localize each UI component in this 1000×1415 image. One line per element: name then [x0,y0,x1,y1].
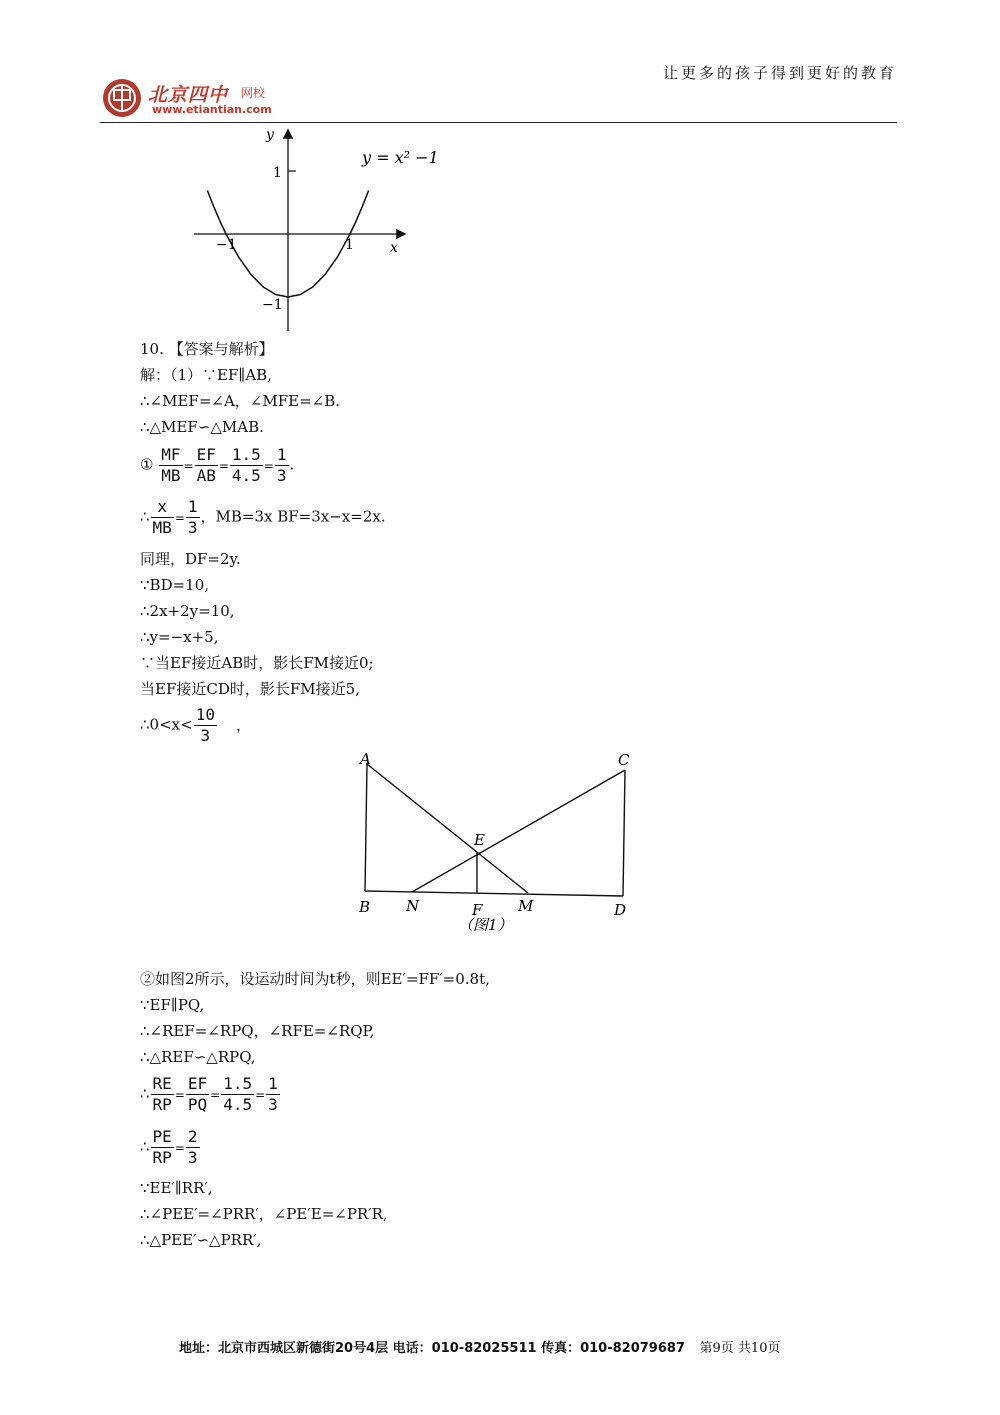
equals-sign: = [174,510,185,525]
point-label-D: D [614,901,627,919]
fraction-num: EF [187,1074,208,1093]
fraction [275,445,289,486]
fraction-den: MB [152,518,172,537]
fraction-num: PE [152,1127,172,1146]
equals-sign: = [255,1087,266,1102]
text-line: ∴2x+2y=10, [140,602,235,620]
fraction [151,1074,174,1115]
fraction-den: 4.5 [223,1095,253,1114]
equation-ratio-1 [140,445,294,486]
fraction-den: 3 [187,1148,198,1167]
point-label-E: E [474,831,485,849]
figure-caption: （图1） [458,916,513,934]
equation-rest: ，MB=3x BF=3x−x=2x. [200,507,386,526]
tick-label-x-neg: −1 [216,237,237,253]
fraction [151,497,174,538]
fraction-den: RP [152,1148,172,1167]
x-axis-label: x [390,240,398,256]
fraction [266,1074,280,1115]
tick-label-x-pos: 1 [345,237,354,253]
fraction-num: MF [161,445,181,464]
logo-text: 北京四中 [148,84,229,106]
fraction-den: RP [152,1095,172,1114]
text-line: 同理，DF=2y. [140,550,241,568]
fraction-den: 3 [276,466,287,485]
text-line: 当EF接近CD时，影长FM接近5, [140,680,360,698]
header-slogan: 让更多的孩子得到更好的教育 [662,64,897,82]
fraction [159,445,182,486]
fraction-num: 1 [276,445,287,464]
text-line: ∴△PEE′∽△PRR′, [140,1231,262,1249]
equation-prefix: ∴ [140,507,150,526]
curve-label: y = x² −1 [362,148,439,167]
text-line: ∴y=−x+5, [140,628,219,646]
equation-prefix: ∴0<x< [140,715,193,734]
text-line: ∴∠REF=∠RPQ，∠RFE=∠RQP, [140,1022,375,1040]
geometry-figure-1 [350,748,650,938]
point-label-M: M [518,897,534,915]
text-line: ∵EF∥PQ, [140,996,205,1014]
fraction-num: 1 [268,1074,278,1093]
equals-sign: = [183,458,194,473]
text-line: ∵EE′∥RR′, [140,1179,213,1197]
equals-sign: = [263,458,274,473]
fraction-den: 4.5 [231,466,261,485]
fraction [195,445,218,486]
equation-range [140,705,251,746]
fraction [186,497,200,538]
fraction-den: MB [161,466,181,485]
section-title: 10. 【答案与解析】 [140,340,274,358]
point-label-C: C [618,751,630,769]
tick-label-y-pos: 1 [273,165,282,181]
fraction-den: 3 [200,726,211,745]
point-label-F: F [472,901,483,919]
text-line: 解：（1）∵EF∥AB, [140,366,272,384]
fraction [221,1074,254,1115]
fraction-den: PQ [187,1095,208,1114]
segment-NC [412,770,625,892]
fraction-num: 2 [187,1127,198,1146]
point-label-N: N [406,897,420,915]
text-line: ②如图2所示，设运动时间为t秒，则EE′=FF′=0.8t, [140,970,490,988]
page-footer [179,1337,780,1356]
equals-sign: = [210,1087,221,1102]
equation-ratio-2 [140,497,386,538]
fraction-den: 3 [187,518,198,537]
y-axis-label: y [266,127,274,143]
text-line: ∴∠PEE′=∠PRR′，∠PE′E=∠PR′R, [140,1205,388,1223]
equals-sign: = [174,1140,185,1155]
logo-url: www.etiantian.com [152,103,272,116]
fraction-den: 3 [268,1095,278,1114]
point-label-B: B [359,898,371,916]
fraction-num: 10 [195,705,215,724]
fraction-num: x [151,497,174,518]
fraction-num: EF [196,445,216,464]
equation-prefix: ∴ [140,1137,150,1156]
footer-address: 地址：北京市西城区新德街20号4层 电话：010-82025511 传真：010-82079687 [179,1341,685,1356]
fraction-den: AB [196,466,216,485]
equation-ratio-4 [140,1127,201,1168]
equation-prefix: ∴ [140,1084,150,1103]
equation-prefix: ① [140,455,154,474]
text-line: ∴∠MEF=∠A，∠MFE=∠B. [140,392,341,410]
text-line: ∵当EF接近AB时，影长FM接近0; [140,654,374,672]
footer-page-number: 第9页 共10页 [699,1341,781,1356]
equals-sign: = [218,458,229,473]
fraction [194,705,217,746]
equation-end: ， [235,715,251,734]
parabola-graph [180,125,450,335]
tick-label-y-neg: −1 [262,297,283,313]
fraction [186,1074,209,1115]
text-line: ∵BD=10, [140,576,210,594]
segment-BD [365,891,623,896]
text-line: ∴△REF∽△RPQ, [140,1048,256,1066]
fraction-num: RE [152,1074,172,1093]
text-line: ∴△MEF∽△MAB. [140,418,264,436]
logo-net-text: 网校 [241,86,266,100]
equation-end: . [289,455,295,474]
fraction [186,1127,200,1168]
equation-ratio-3 [140,1074,281,1115]
fraction [230,445,263,486]
fraction-num: 1.5 [231,445,261,464]
segment-AB [365,764,367,891]
segment-CD [623,770,625,896]
point-label-A: A [360,750,371,768]
segment-AM [367,764,528,893]
header-divider [100,122,897,123]
fraction [151,1127,174,1168]
fraction-num: 1.5 [223,1074,253,1093]
fraction-num: 1 [187,497,198,516]
equals-sign: = [174,1087,185,1102]
